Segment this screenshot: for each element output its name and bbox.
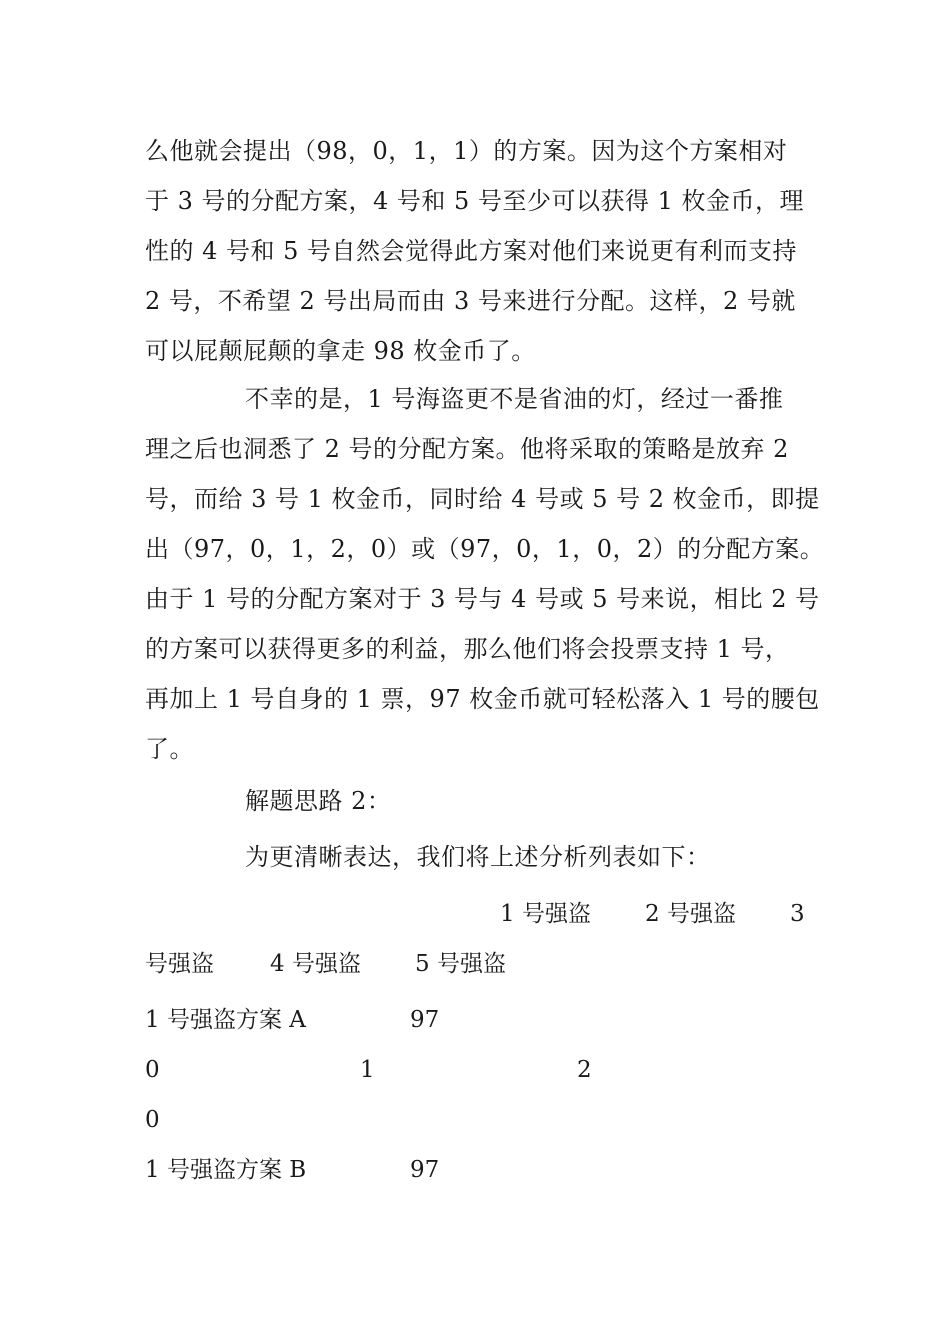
- table-header-cell: 2 号强盗: [645, 901, 736, 927]
- paragraph-line: 不幸的是，1 号海盗更不是省油的灯，经过一番推: [245, 385, 784, 413]
- table-header-cell: 3: [790, 901, 805, 927]
- table-cell: 2: [577, 1057, 592, 1083]
- paragraph-line: 再加上 1 号自身的 1 票，97 枚金币就可轻松落入 1 号的腰包: [145, 685, 820, 713]
- table-cell: 97: [410, 1007, 440, 1033]
- table-header-cell: 1 号强盗: [500, 901, 591, 927]
- paragraph-line: 号，而给 3 号 1 枚金币，同时给 4 号或 5 号 2 枚金币，即提: [145, 485, 820, 513]
- table-cell: 97: [410, 1157, 440, 1183]
- table-row-label: 1 号强盗方案 B: [145, 1157, 307, 1183]
- paragraph-line: 于 3 号的分配方案，4 号和 5 号至少可以获得 1 枚金币，理: [145, 187, 804, 215]
- paragraph-line: 出（97，0，1，2，0）或（97，0，1，0，2）的分配方案。: [145, 535, 825, 563]
- table-header-cell: 4 号强盗: [270, 951, 361, 977]
- paragraph-line: 理之后也洞悉了 2 号的分配方案。他将采取的策略是放弃 2: [145, 435, 789, 463]
- paragraph-line: 的方案可以获得更多的利益，那么他们将会投票支持 1 号，: [145, 635, 790, 663]
- paragraph-line: 2 号，不希望 2 号出局而由 3 号来进行分配。这样，2 号就: [145, 287, 796, 315]
- table-header-cell: 号强盗: [145, 951, 214, 977]
- table-header-cell: 5 号强盗: [415, 951, 506, 977]
- table-row-label: 1 号强盗方案 A: [145, 1007, 306, 1033]
- table-intro: 为更清晰表达，我们将上述分析列表如下：: [245, 843, 711, 871]
- table-cell: 0: [145, 1107, 160, 1133]
- paragraph-line: 了。: [145, 735, 194, 763]
- paragraph-line: 由于 1 号的分配方案对于 3 号与 4 号或 5 号来说，相比 2 号: [145, 585, 820, 613]
- paragraph-line: 可以屁颠屁颠的拿走 98 枚金币了。: [145, 337, 536, 365]
- paragraph-line: 性的 4 号和 5 号自然会觉得此方案对他们来说更有利而支持: [145, 237, 798, 265]
- table-cell: 0: [145, 1057, 160, 1083]
- section-heading: 解题思路 2：: [245, 787, 392, 815]
- table-cell: 1: [360, 1057, 375, 1083]
- paragraph-line: 么他就会提出（98，0，1，1）的方案。因为这个方案相对: [145, 137, 788, 165]
